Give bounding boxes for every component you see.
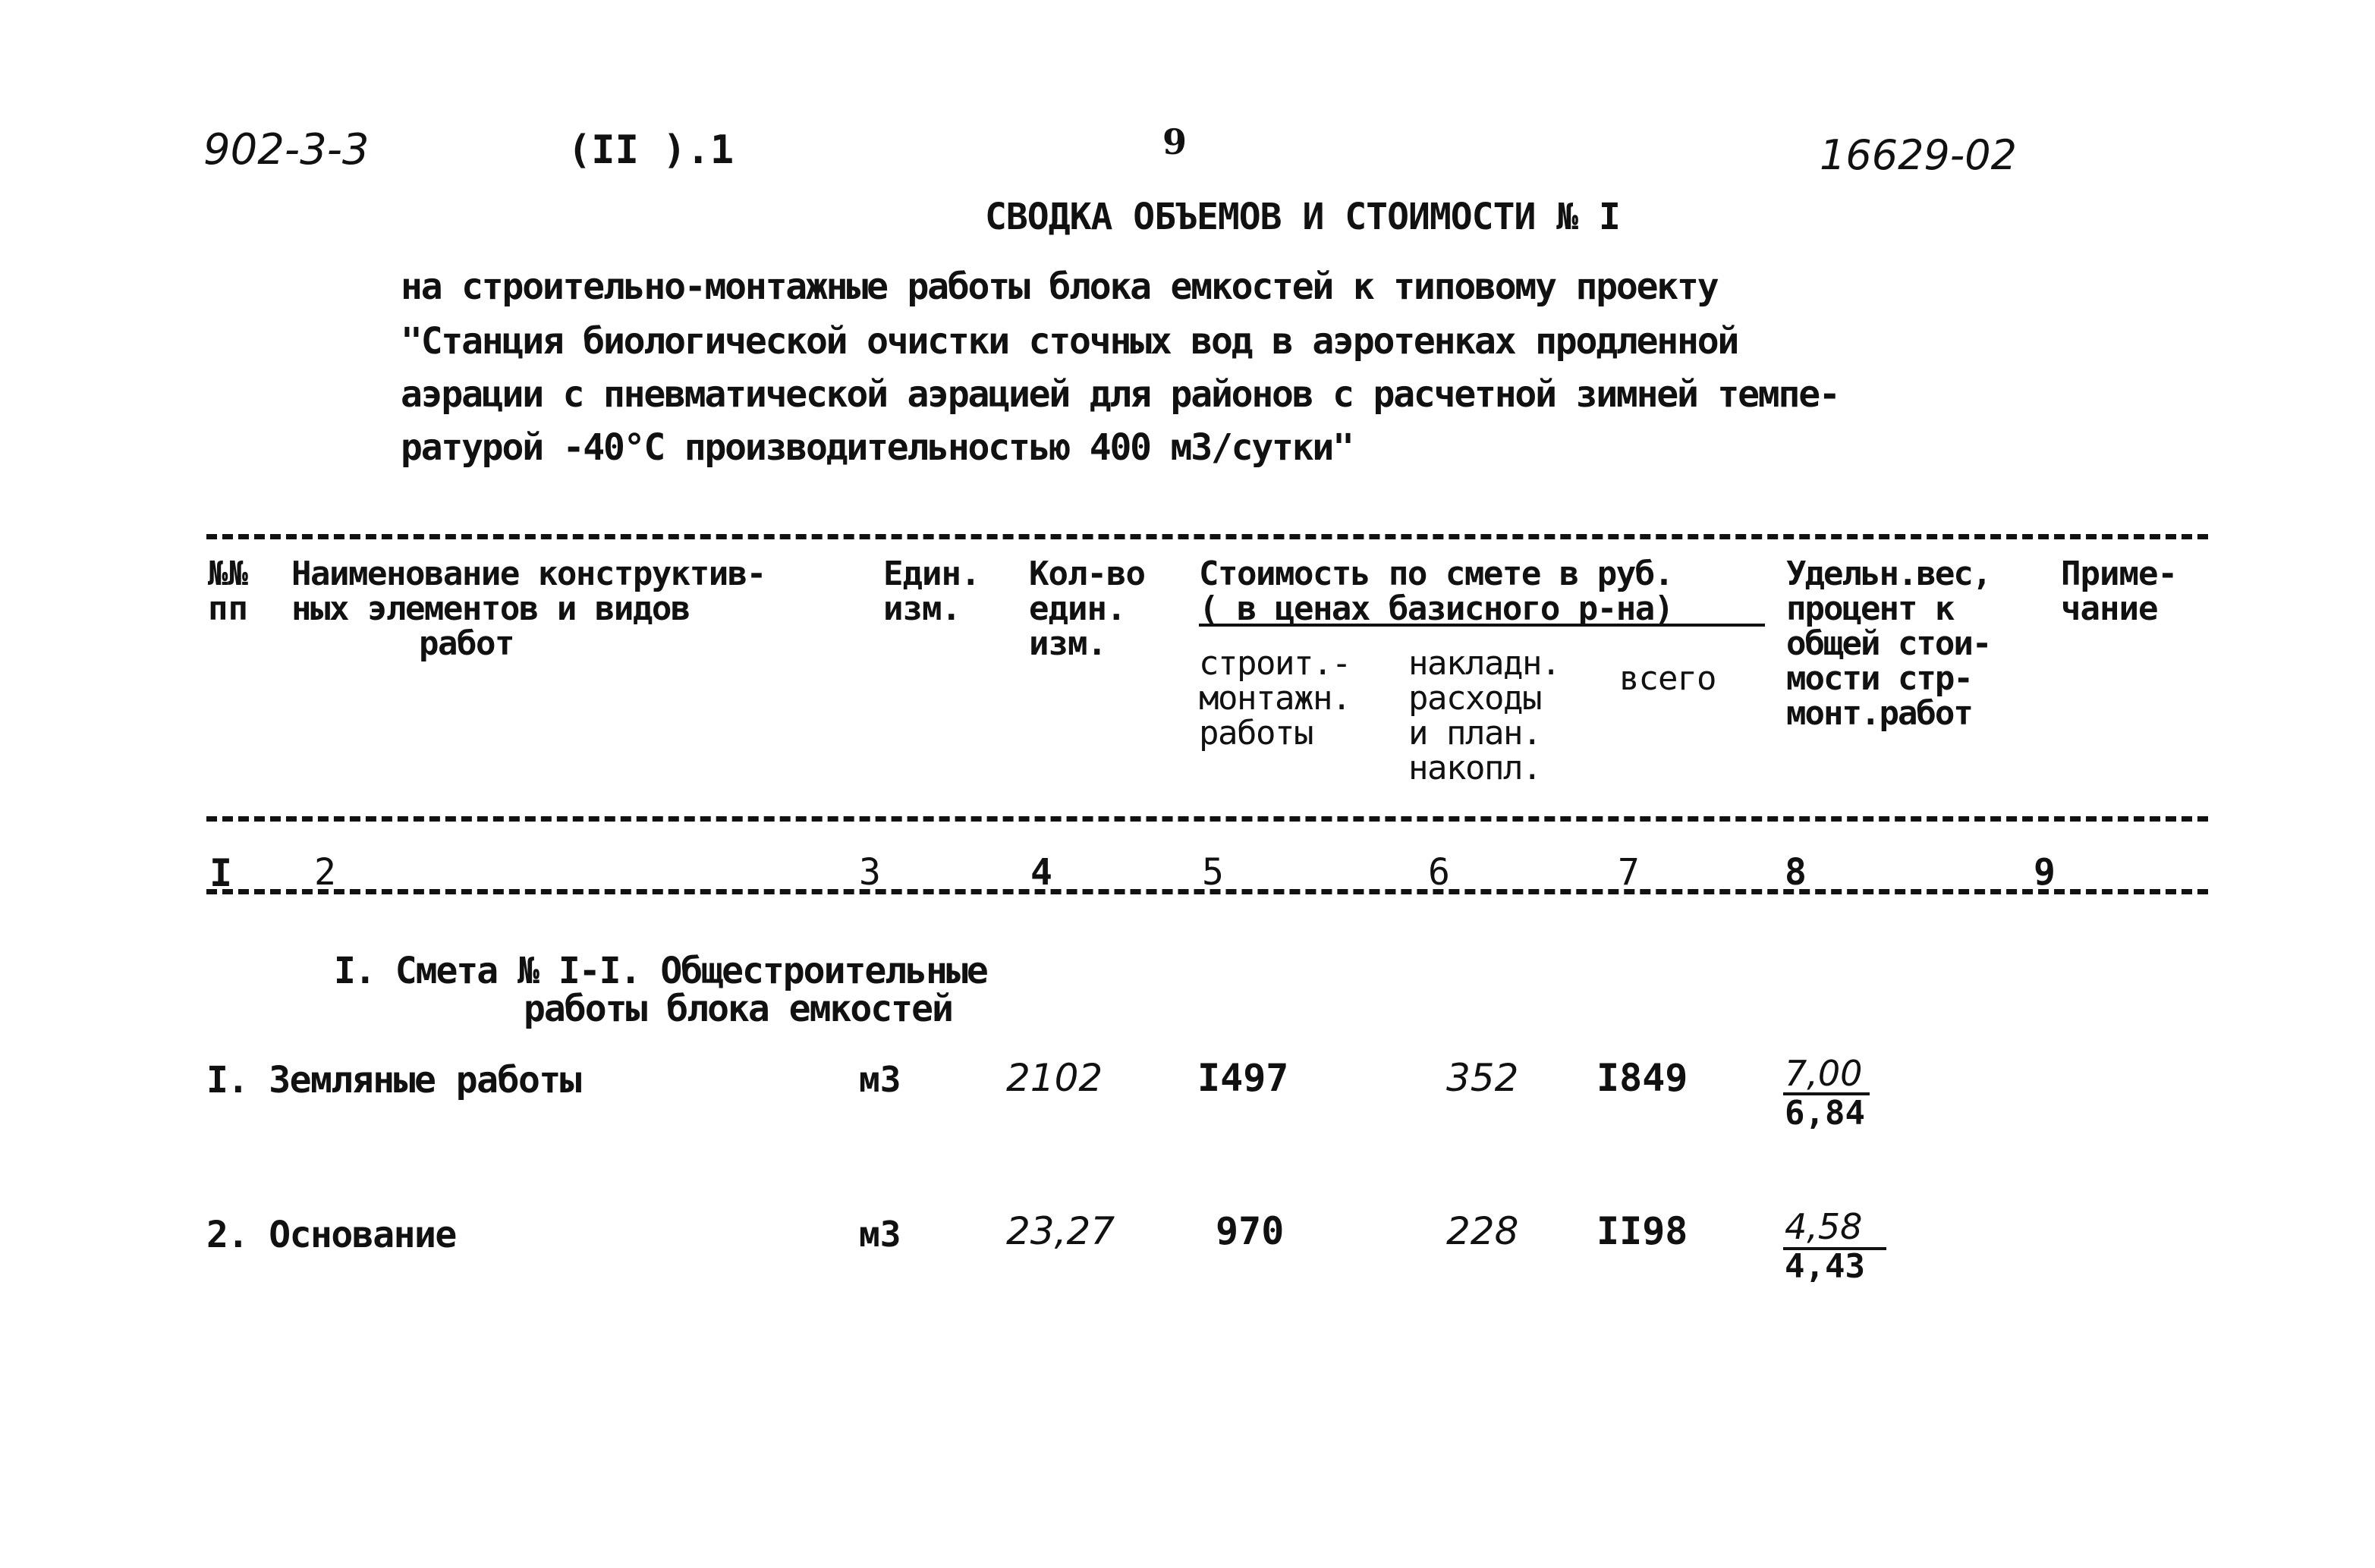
column-number-1: I <box>209 851 233 895</box>
subtitle-line-3: аэрации с пневматической аэрацией для районов с расчетной зимней темпе- <box>401 373 1839 416</box>
row-quantity: 23,27 <box>1006 1209 1115 1253</box>
document-code: 902-3-3 <box>203 125 370 174</box>
row-share-bottom: 6,84 <box>1785 1094 1865 1133</box>
document-part-code: (II ).1 <box>568 127 735 173</box>
column-number-3: 3 <box>859 851 881 894</box>
row-name: I. Земляные работы <box>206 1059 581 1101</box>
header-cost-overhead: накладн. расходы и план. накопл. <box>1408 644 1560 787</box>
row-unit: м3 <box>859 1059 901 1100</box>
column-number-4: 4 <box>1030 851 1052 894</box>
row-unit: м3 <box>859 1214 901 1255</box>
row-cost-overhead: 228 <box>1446 1209 1519 1253</box>
column-number-2: 2 <box>314 851 336 894</box>
row-share-top: 4,58 <box>1785 1206 1863 1247</box>
row-cost-total: II98 <box>1596 1209 1688 1253</box>
row-share-top: 7,00 <box>1785 1053 1863 1094</box>
section-title-line-1: I. Смета № I-I. Общестроительные <box>334 950 987 992</box>
column-numbers-rule <box>206 889 2208 894</box>
page-number: 9 <box>1162 121 1188 162</box>
header-note-col: Приме- чание <box>2061 555 2177 628</box>
column-number-5: 5 <box>1202 851 1224 894</box>
table-top-rule <box>206 534 2208 539</box>
column-number-6: 6 <box>1428 851 1450 894</box>
row-share-bottom: 4,43 <box>1785 1247 1865 1286</box>
row-cost-overhead: 352 <box>1446 1056 1519 1100</box>
header-share-col: Удельн.вес, процент к общей стои- мости стр- монт.работ <box>1786 555 1991 733</box>
column-number-8: 8 <box>1785 851 1807 894</box>
header-bottom-rule <box>206 816 2208 822</box>
subtitle-line-4: ратурой -40°С производительностью 400 м3/сутки" <box>401 426 1353 469</box>
project-number: 16629-02 <box>1820 131 2017 179</box>
header-name-col: Наименование конструктив- ных элементов и видов работ <box>291 555 766 663</box>
section-title-line-2: работы блока емкостей <box>524 988 952 1030</box>
page-title: СВОДКА ОБЪЕМОВ И СТОИМОСТИ № I <box>985 196 1620 238</box>
column-number-9: 9 <box>2034 851 2056 894</box>
row-name: 2. Основание <box>206 1214 456 1256</box>
header-cost-group: Стоимость по смете в руб. ( в ценах базисного р-на) <box>1199 555 1673 628</box>
subtitle-line-2: "Станция биологической очистки сточных вод в аэротенках продленной <box>401 320 1738 363</box>
header-unit-col: Един. изм. <box>883 555 980 628</box>
header-cost-total: всего <box>1619 659 1716 698</box>
column-number-7: 7 <box>1618 851 1640 894</box>
header-number-col: №№ пп <box>208 555 248 628</box>
row-cost-smr: 970 <box>1216 1209 1285 1253</box>
row-cost-smr: I497 <box>1197 1056 1289 1100</box>
row-quantity: 2102 <box>1006 1056 1103 1100</box>
header-quantity-col: Кол-во един. изм. <box>1029 555 1145 663</box>
header-cost-smr: строит.- монтажн. работы <box>1199 644 1351 753</box>
subtitle-line-1: на строительно-монтажные работы блока емкостей к типовому проекту <box>401 266 1718 308</box>
header-cost-underline <box>1199 624 1765 627</box>
row-cost-total: I849 <box>1596 1056 1688 1100</box>
